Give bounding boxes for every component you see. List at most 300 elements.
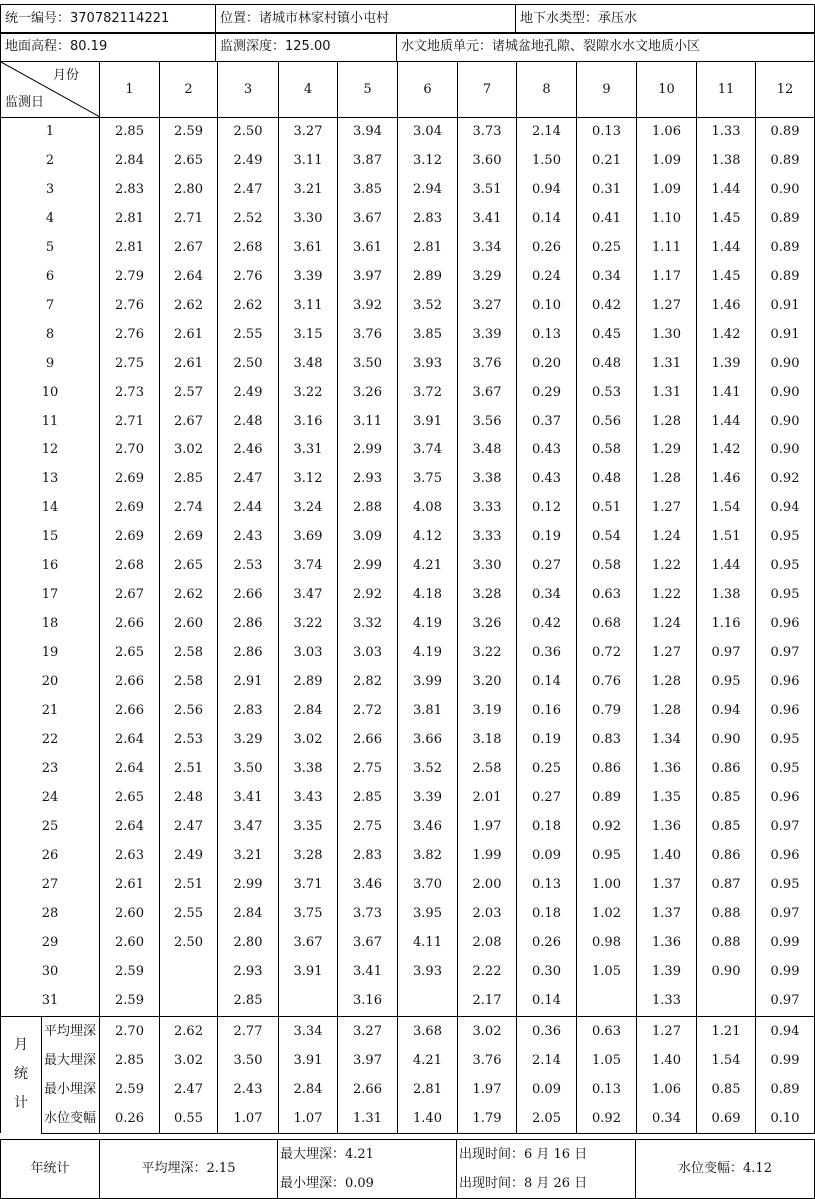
depth-cell: 0.88 [697,929,756,958]
depth-cell: 0.34 [517,581,577,610]
depth-cell: 0.19 [517,726,577,755]
depth-cell: 3.51 [458,176,517,205]
depth-cell: 2.86 [218,610,279,639]
depth-cell: 2.50 [218,118,279,147]
depth-cell: 0.87 [697,871,756,900]
stat-value: 1.97 [458,1075,517,1104]
table-row [1,929,815,958]
depth-cell: 3.48 [458,436,517,465]
depth-cell: 3.34 [458,234,517,263]
table-row [1,900,815,929]
depth-cell: 1.44 [697,552,756,581]
depth-cell: 1.28 [637,408,697,437]
depth-cell: 1.35 [637,784,697,813]
table-row [1,842,815,871]
table-row [1,147,815,176]
depth-cell: 3.66 [398,726,458,755]
depth-cell: 3.87 [338,147,398,176]
depth-cell: 3.28 [279,842,338,871]
depth-cell: 0.10 [517,292,577,321]
day-cell: 18 [1,610,100,639]
depth-cell: 3.85 [398,321,458,350]
depth-cell: 2.80 [160,176,218,205]
stat-value: 1.07 [279,1104,338,1134]
depth-cell: 3.76 [338,321,398,350]
depth-cell: 1.45 [697,205,756,234]
depth-cell: 0.12 [517,494,577,523]
depth-cell: 2.65 [160,147,218,176]
depth-cell: 3.46 [398,813,458,842]
depth-cell: 2.73 [100,379,160,408]
depth-cell: 2.49 [218,147,279,176]
depth-cell: 1.37 [637,871,697,900]
depth-cell: 0.90 [756,408,815,437]
depth-cell: 0.90 [756,436,815,465]
depth-cell: 0.89 [577,784,637,813]
depth-cell: 2.64 [100,813,160,842]
depth-cell: 0.97 [697,639,756,668]
table-row [1,176,815,205]
depth-cell: 0.48 [577,350,637,379]
depth-cell: 0.86 [697,842,756,871]
monthly-stats-label-char: 月 [14,1037,28,1054]
depth-cell: 2.64 [100,755,160,784]
depth-cell: 2.89 [398,263,458,292]
table-row [1,350,815,379]
depth-cell: 0.09 [517,842,577,871]
table-row [1,987,815,1016]
depth-cell: 1.51 [697,523,756,552]
depth-cell: 2.81 [100,234,160,263]
depth-cell: 1.38 [697,147,756,176]
depth-cell: 2.50 [160,929,218,958]
stat-value: 2.81 [398,1075,458,1104]
table-row [1,436,815,465]
depth-cell: 2.62 [218,292,279,321]
depth-cell: 3.39 [279,263,338,292]
day-cell: 11 [1,408,100,437]
depth-cell: 0.89 [756,234,815,263]
depth-cell: 3.39 [398,784,458,813]
depth-cell: 0.97 [756,639,815,668]
depth-cell: 0.16 [517,697,577,726]
depth-cell: 2.71 [100,408,160,437]
table-row [1,552,815,581]
depth-cell: 2.99 [338,552,398,581]
stat-label: 最小埋深 [42,1075,100,1104]
day-cell: 28 [1,900,100,929]
depth-cell: 3.09 [338,523,398,552]
depth-cell: 0.43 [517,436,577,465]
depth-cell: 1.39 [697,350,756,379]
depth-cell: 0.98 [577,929,637,958]
depth-cell: 2.61 [160,321,218,350]
depth-cell: 1.42 [697,436,756,465]
day-cell: 14 [1,494,100,523]
depth-cell: 2.85 [160,465,218,494]
depth-cell: 3.24 [279,494,338,523]
depth-cell: 3.52 [398,755,458,784]
depth-cell: 3.29 [218,726,279,755]
depth-cell: 3.15 [279,321,338,350]
depth-cell: 2.66 [100,610,160,639]
depth-cell: 2.01 [458,784,517,813]
day-cell: 4 [1,205,100,234]
depth-cell: 0.86 [577,755,637,784]
depth-cell: 1.11 [637,234,697,263]
table-row [1,871,815,900]
depth-cell: 0.36 [517,639,577,668]
depth-cell: 2.58 [458,755,517,784]
depth-cell: 2.51 [160,755,218,784]
depth-cell: 1.27 [637,639,697,668]
depth-cell: 3.91 [398,408,458,437]
depth-cell: 1.09 [637,176,697,205]
stat-value: 2.66 [338,1075,398,1104]
depth-cell: 3.93 [398,958,458,987]
depth-cell: 0.89 [756,147,815,176]
depth-cell: 0.96 [756,697,815,726]
depth-cell: 1.39 [637,958,697,987]
depth-cell: 2.48 [218,408,279,437]
depth-cell: 0.21 [577,147,637,176]
depth-cell: 2.44 [218,494,279,523]
depth-cell: 0.95 [577,842,637,871]
depth-cell: 2.72 [338,697,398,726]
monthly-stat-row [1,1046,815,1075]
stat-label: 平均埋深 [42,1016,100,1046]
depth-cell: 2.69 [100,465,160,494]
depth-cell: 2.83 [100,176,160,205]
depth-cell: 2.85 [338,784,398,813]
depth-cell: 0.26 [517,929,577,958]
depth-cell: 3.47 [218,813,279,842]
depth-cell: 2.48 [160,784,218,813]
depth-cell: 0.96 [756,784,815,813]
month-header: 9 [577,62,637,118]
depth-cell: 2.76 [218,263,279,292]
table-row [1,118,815,147]
depth-cell: 3.75 [398,465,458,494]
month-header: 11 [697,62,756,118]
depth-cell: 3.03 [338,639,398,668]
depth-cell: 1.33 [637,987,697,1016]
depth-cell: 1.44 [697,234,756,263]
depth-cell: 2.53 [160,726,218,755]
depth-cell: 4.19 [398,639,458,668]
depth-cell: 3.41 [338,958,398,987]
table-row [1,379,815,408]
depth-cell: 1.45 [697,263,756,292]
month-header: 5 [338,62,398,118]
depth-cell [160,958,218,987]
depth-cell: 2.14 [517,118,577,147]
depth-cell: 3.33 [458,494,517,523]
depth-cell: 0.96 [756,668,815,697]
depth-cell: 3.03 [279,639,338,668]
depth-cell: 1.46 [697,292,756,321]
depth-cell: 3.20 [458,668,517,697]
depth-cell: 0.94 [756,494,815,523]
depth-cell: 3.72 [398,379,458,408]
depth-cell [160,987,218,1016]
depth-cell: 1.10 [637,205,697,234]
depth-cell: 1.27 [637,494,697,523]
day-cell: 17 [1,581,100,610]
table-row [1,321,815,350]
depth-cell: 0.97 [756,813,815,842]
depth-cell: 2.85 [218,987,279,1016]
depth-cell: 0.51 [577,494,637,523]
stat-value: 2.43 [218,1075,279,1104]
stat-value: 2.14 [517,1046,577,1075]
stat-value: 3.02 [458,1016,517,1046]
depth-cell: 2.65 [100,639,160,668]
stat-value: 2.85 [100,1046,160,1075]
depth-cell: 0.99 [756,929,815,958]
depth-cell: 3.92 [338,292,398,321]
depth-cell: 0.92 [577,813,637,842]
depth-cell: 3.12 [279,465,338,494]
depth-cell: 1.30 [637,321,697,350]
depth-cell: 2.46 [218,436,279,465]
depth-cell: 2.58 [160,639,218,668]
depth-cell: 0.68 [577,610,637,639]
annual-water-level-range: 水位变幅：4.12 [636,1140,815,1199]
depth-cell [697,987,756,1016]
stat-value: 1.31 [338,1104,398,1134]
depth-cell [279,987,338,1016]
depth-cell: 2.67 [100,581,160,610]
day-cell: 22 [1,726,100,755]
monthly-stats-label-char: 计 [14,1095,28,1112]
depth-cell: 2.47 [218,176,279,205]
depth-cell: 3.47 [279,581,338,610]
monthly-stat-row [1,1104,815,1134]
depth-cell: 1.24 [637,523,697,552]
stat-value: 0.85 [697,1075,756,1104]
depth-cell: 3.93 [398,350,458,379]
depth-cell: 3.85 [338,176,398,205]
depth-cell: 2.43 [218,523,279,552]
depth-cell: 3.67 [458,379,517,408]
depth-cell: 0.90 [697,726,756,755]
depth-cell: 3.26 [458,610,517,639]
stat-value: 1.21 [697,1016,756,1046]
depth-cell: 2.68 [218,234,279,263]
depth-cell: 3.18 [458,726,517,755]
depth-cell: 2.66 [218,581,279,610]
depth-cell: 1.28 [637,697,697,726]
depth-cell: 0.95 [756,726,815,755]
corner-month-label: 月份 [52,68,79,83]
depth-cell: 4.19 [398,610,458,639]
depth-cell: 2.58 [160,668,218,697]
depth-cell: 0.90 [756,350,815,379]
depth-cell: 2.51 [160,871,218,900]
stat-value: 3.50 [218,1046,279,1075]
depth-cell: 3.74 [398,436,458,465]
info-row-2 [0,32,815,62]
depth-cell: 0.18 [517,813,577,842]
table-row [1,234,815,263]
stat-value: 0.55 [160,1104,218,1134]
stat-label: 水位变幅 [42,1104,100,1134]
depth-cell: 2.75 [100,350,160,379]
depth-cell: 2.91 [218,668,279,697]
depth-cell: 3.74 [279,552,338,581]
depth-cell: 3.67 [279,929,338,958]
depth-cell: 0.30 [517,958,577,987]
stat-value: 4.21 [398,1046,458,1075]
depth-cell: 1.46 [697,465,756,494]
table-row [1,958,815,987]
stat-value: 0.99 [756,1046,815,1075]
depth-cell: 1.16 [697,610,756,639]
depth-cell: 3.94 [338,118,398,147]
depth-cell: 0.14 [517,668,577,697]
depth-cell: 0.97 [756,900,815,929]
stat-value: 1.07 [218,1104,279,1134]
depth-cell: 3.56 [458,408,517,437]
depth-cell: 0.25 [577,234,637,263]
depth-cell: 2.63 [100,842,160,871]
info-row-1 [0,4,815,34]
depth-cell: 0.25 [517,755,577,784]
depth-cell: 0.99 [756,958,815,987]
depth-cell: 0.13 [517,871,577,900]
stat-value: 1.40 [637,1046,697,1075]
depth-cell: 0.37 [517,408,577,437]
depth-cell: 2.99 [338,436,398,465]
depth-cell: 0.13 [517,321,577,350]
depth-cell: 0.48 [577,465,637,494]
annual-stats-table [0,1139,815,1199]
depth-cell: 3.22 [279,379,338,408]
depth-cell: 3.11 [338,408,398,437]
depth-cell: 2.61 [100,871,160,900]
stat-value: 2.77 [218,1016,279,1046]
depth-cell: 0.95 [697,668,756,697]
depth-cell: 0.96 [756,842,815,871]
depth-cell: 0.86 [697,755,756,784]
depth-cell: 2.99 [218,871,279,900]
depth-cell: 0.89 [756,205,815,234]
depth-cell: 2.85 [100,118,160,147]
depth-cell: 0.83 [577,726,637,755]
depth-cell: 0.89 [756,263,815,292]
depth-cell: 1.50 [517,147,577,176]
depth-cell: 1.24 [637,610,697,639]
day-cell: 23 [1,755,100,784]
stat-value: 3.97 [338,1046,398,1075]
corner-cell [1,62,100,118]
stat-value: 2.84 [279,1075,338,1104]
table-row [1,668,815,697]
stat-label: 最大埋深 [42,1046,100,1075]
depth-cell: 3.95 [398,900,458,929]
depth-cell: 2.92 [338,581,398,610]
depth-cell: 1.31 [637,350,697,379]
depth-cell: 0.53 [577,379,637,408]
depth-cell: 3.50 [338,350,398,379]
depth-cell: 1.44 [697,176,756,205]
depth-cell: 3.16 [279,408,338,437]
depth-cell: 3.43 [279,784,338,813]
day-cell: 8 [1,321,100,350]
day-cell: 26 [1,842,100,871]
depth-cell: 3.27 [458,292,517,321]
day-cell: 25 [1,813,100,842]
depth-cell: 2.89 [279,668,338,697]
depth-cell: 2.65 [160,552,218,581]
table-row [1,581,815,610]
annual-min-depth: 最小埋深：0.09 [280,1176,374,1191]
table-row [1,697,815,726]
depth-cell: 3.61 [338,234,398,263]
depth-cell: 2.86 [218,639,279,668]
table-row [1,408,815,437]
depth-cell: 2.60 [100,900,160,929]
day-cell: 27 [1,871,100,900]
depth-cell: 2.56 [160,697,218,726]
depth-cell: 0.19 [517,523,577,552]
depth-cell: 3.22 [458,639,517,668]
depth-cell: 3.73 [458,118,517,147]
depth-cell: 3.38 [279,755,338,784]
day-cell: 21 [1,697,100,726]
depth-cell: 0.97 [756,987,815,1016]
depth-cell: 3.21 [279,176,338,205]
annual-label: 年统计 [1,1140,100,1199]
depth-cell: 1.37 [637,900,697,929]
hydrogeologic-unit: 水文地质单元：诸城盆地孔隙、裂隙水水文地质小区 [397,33,815,62]
depth-cell: 3.52 [398,292,458,321]
depth-cell: 3.21 [218,842,279,871]
monthly-stat-row [1,1016,815,1046]
day-cell: 2 [1,147,100,176]
depth-cell: 0.58 [577,436,637,465]
depth-cell: 1.36 [637,755,697,784]
depth-cell: 2.83 [338,842,398,871]
stat-value: 1.54 [697,1046,756,1075]
stat-value: 1.79 [458,1104,517,1134]
stat-value: 0.94 [756,1016,815,1046]
depth-cell: 3.71 [279,871,338,900]
depth-cell: 1.99 [458,842,517,871]
stat-value: 0.34 [637,1104,697,1134]
depth-cell: 3.30 [458,552,517,581]
depth-cell: 2.22 [458,958,517,987]
corner-day-label: 监测日 [5,95,45,110]
depth-cell: 0.90 [756,379,815,408]
depth-cell: 2.50 [218,350,279,379]
depth-cell: 2.67 [160,234,218,263]
day-cell: 9 [1,350,100,379]
month-header: 10 [637,62,697,118]
depth-cell: 0.96 [756,610,815,639]
depth-cell [398,987,458,1016]
depth-cell: 0.13 [577,118,637,147]
depth-cell: 0.56 [577,408,637,437]
depth-cell: 3.69 [279,523,338,552]
depth-cell: 0.72 [577,639,637,668]
depth-cell: 1.38 [697,581,756,610]
depth-cell: 0.92 [756,465,815,494]
depth-cell: 2.49 [218,379,279,408]
annual-min-time: 出现时间：8 月 26 日 [459,1176,588,1191]
day-cell: 15 [1,523,100,552]
